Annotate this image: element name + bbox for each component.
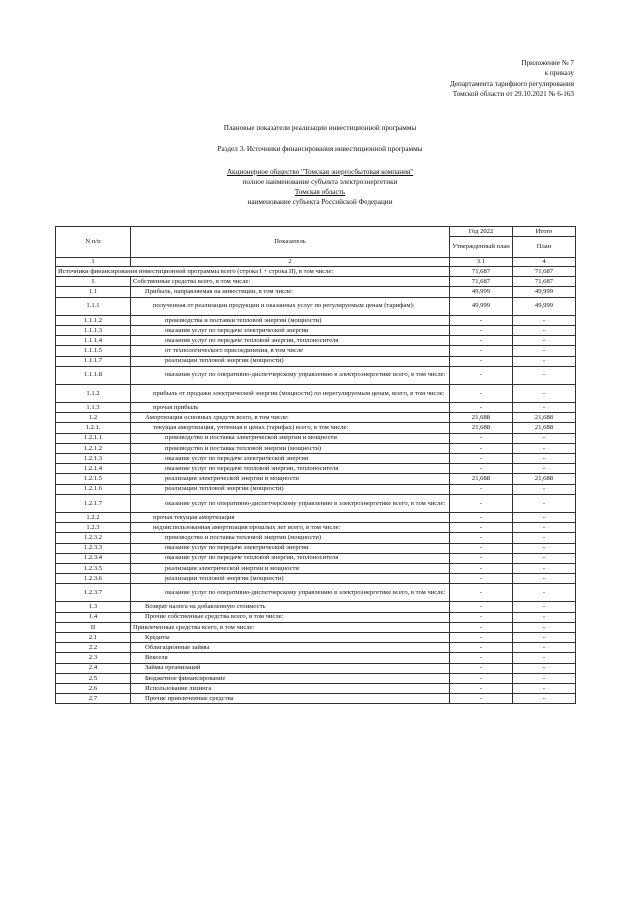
appendix-line: Департамента тарифного регулирования (449, 79, 574, 88)
row-number: 1.2.1.1 (56, 433, 131, 443)
row-total-value: 71,687 (513, 277, 576, 287)
row-number: 1.2.1.7 (56, 494, 131, 512)
row-indicator: реализация электрической энергии и мощности (131, 474, 450, 484)
table-row (56, 683, 576, 693)
row-number: 1.2.1.6 (56, 484, 131, 494)
row-approved-value: - (450, 464, 513, 474)
row-number: 2.1 (56, 633, 131, 643)
row-indicator: недоиспользованная амортизация прошлых лет всего, в том числе: (131, 523, 450, 533)
row-total-value: 21,688 (513, 423, 576, 433)
row-number: 2.2 (56, 643, 131, 653)
row-indicator: Привлеченные средства всего, в том числе: (131, 622, 450, 632)
row-number: 1.2.3.3 (56, 543, 131, 553)
row-total-value: - (513, 643, 576, 653)
row-number: 2.4 (56, 663, 131, 673)
row-indicator: оказания услуг по передаче тепловой энергии, теплоносителя (131, 336, 450, 346)
header-num: N п/п (56, 227, 131, 258)
table-row (56, 523, 576, 533)
row-number: 2.7 (56, 694, 131, 704)
table-row (56, 325, 576, 335)
row-number: 1.2.3 (56, 523, 131, 533)
row-number: 1.1.1.7 (56, 356, 131, 366)
row-indicator: Возврат налога на добавленную стоимость (131, 602, 450, 612)
row-number: I (56, 277, 131, 287)
table-row (56, 454, 576, 464)
row-indicator: оказания услуг по передаче электрической энергии (131, 325, 450, 335)
row-number: 1.1.1.2 (56, 315, 131, 325)
row-total-value: - (513, 433, 576, 443)
row-indicator: Прибыль, направляемая на инвестиции, в том числе: (131, 287, 450, 297)
header-indicator: Показатель (131, 227, 450, 258)
row-total-value: - (513, 663, 576, 673)
table-row (56, 533, 576, 543)
row-total-value: - (513, 563, 576, 573)
region-caption: наименование субъекта Российской Федерации (247, 198, 393, 206)
row-number: 1.2.2 (56, 512, 131, 522)
table-row (56, 553, 576, 563)
row-indicator: Прочие привлеченные средства (131, 694, 450, 704)
row-total-value: - (513, 622, 576, 632)
row-approved-value: - (450, 454, 513, 464)
appendix-line: Томской области от 29.10.2021 № 6-163 (452, 90, 574, 99)
row-total-value: - (513, 494, 576, 512)
row-total-value: - (513, 533, 576, 543)
row-indicator: прибыль от продажи электрической энергии (мощности) по нерегулируемым ценам, всего, в том числе: (131, 384, 450, 402)
table-row (56, 484, 576, 494)
table-row (56, 563, 576, 573)
row-indicator: оказание услуг по передаче электрической энергии (131, 543, 450, 553)
row-approved-value: - (450, 683, 513, 693)
table-row (56, 287, 576, 297)
row-approved-value: - (450, 602, 513, 612)
table-row (56, 694, 576, 704)
row-indicator: производство и поставка тепловой энергии (мощности) (131, 533, 450, 543)
table-row (56, 443, 576, 453)
row-approved-value: - (450, 346, 513, 356)
row-indicator: прочая прибыль (131, 403, 450, 413)
row-number: 2.5 (56, 673, 131, 683)
row-approved-value: - (450, 494, 513, 512)
row-indicator: Векселя (131, 653, 450, 663)
row-total-value: - (513, 574, 576, 584)
row-indicator: оказания услуг по оперативно-диспетчерскому управлению в электроэнергетике всего, в том числе: (131, 366, 450, 384)
row-total-value: - (513, 454, 576, 464)
table-row (56, 384, 576, 402)
row-number: 1.2.1.5 (56, 474, 131, 484)
row-approved-value: - (450, 403, 513, 413)
row-indicator: Источники финансирования инвестиционной программы всего (строка I + строка II), в том числе: (56, 267, 450, 277)
row-indicator: оказание услуг по передаче тепловой энергии, теплоносителя (131, 553, 450, 563)
row-total-value: - (513, 443, 576, 453)
row-approved-value: - (450, 643, 513, 653)
row-total-value: - (513, 584, 576, 602)
row-approved-value: - (450, 523, 513, 533)
row-approved-value: - (450, 433, 513, 443)
row-number: 1.1.3 (56, 403, 131, 413)
row-approved-value: - (450, 443, 513, 453)
header-plan: План (513, 237, 576, 258)
appendix-line: к приказу (544, 69, 574, 78)
company-caption: полное наименование субъекта электроэнергетики (242, 178, 398, 186)
row-number: 1.1.1.3 (56, 325, 131, 335)
table-row (56, 366, 576, 384)
row-total-value: - (513, 356, 576, 366)
row-indicator: оказание услуг по оперативно-диспетчерскому управлению в электроэнергетике всего, в том числе: (131, 584, 450, 602)
section-title: Раздел 3. Источники финансирования инвестиционной программы (217, 145, 423, 153)
row-number: 2.3 (56, 653, 131, 663)
row-approved-value: 21,688 (450, 423, 513, 433)
row-number: 2.6 (56, 683, 131, 693)
row-total-value: - (513, 633, 576, 643)
row-number: II (56, 622, 131, 632)
row-indicator: прочая текущая амортизация (131, 512, 450, 522)
table-row (56, 277, 576, 287)
row-approved-value: - (450, 484, 513, 494)
table-body (56, 267, 576, 704)
row-number: 1.2.3.4 (56, 553, 131, 563)
column-index-row (56, 258, 576, 267)
row-indicator: реализации тепловой энергии (мощности) (131, 356, 450, 366)
row-number: 1.2.1.3 (56, 454, 131, 464)
row-indicator: полученная от реализации продукции и оказанных услуг по регулируемым ценам (тарифам): (131, 297, 450, 315)
row-total-value: - (513, 336, 576, 346)
row-total-value: - (513, 325, 576, 335)
row-approved-value: - (450, 543, 513, 553)
column-index: 1 (56, 258, 131, 267)
row-approved-value: - (450, 533, 513, 543)
row-approved-value: - (450, 673, 513, 683)
row-approved-value: - (450, 512, 513, 522)
table-row (56, 315, 576, 325)
row-approved-value: - (450, 574, 513, 584)
table-row (56, 433, 576, 443)
row-approved-value: - (450, 356, 513, 366)
row-approved-value: - (450, 563, 513, 573)
row-indicator: производство и поставка электрической энергии и мощности (131, 433, 450, 443)
table-row (56, 494, 576, 512)
row-approved-value: 71,687 (450, 277, 513, 287)
row-total-value: 49,999 (513, 297, 576, 315)
table-row (56, 574, 576, 584)
table-row (56, 336, 576, 346)
table-row (56, 413, 576, 423)
row-total-value: - (513, 384, 576, 402)
row-indicator: реализации тепловой энергии (мощности) (131, 574, 450, 584)
table-row (56, 643, 576, 653)
row-number: 1.2.1.4 (56, 464, 131, 474)
table-row (56, 464, 576, 474)
row-approved-value: - (450, 622, 513, 632)
row-indicator: производства и поставки тепловой энергии (мощности) (131, 315, 450, 325)
appendix-block (274, 58, 574, 100)
table-row (56, 612, 576, 622)
row-indicator: оказание услуг по оперативно-диспетчерскому управлению в электроэнергетике всего, в том числе: (131, 494, 450, 512)
table-row (56, 297, 576, 315)
row-approved-value: - (450, 612, 513, 622)
table-row (56, 403, 576, 413)
row-indicator: Кредиты (131, 633, 450, 643)
financing-sources-table (55, 226, 576, 704)
row-indicator: реализация электрической энергии и мощности (131, 563, 450, 573)
row-total-value: - (513, 673, 576, 683)
table-row (56, 633, 576, 643)
table-row (56, 673, 576, 683)
region-name: Томская область (294, 188, 346, 196)
row-number: 1.4 (56, 612, 131, 622)
table-row (56, 584, 576, 602)
row-total-value: 21,688 (513, 474, 576, 484)
row-total-value: - (513, 694, 576, 704)
row-approved-value: - (450, 336, 513, 346)
row-total-value: - (513, 653, 576, 663)
table-row (56, 653, 576, 663)
row-indicator: Облигационные займы (131, 643, 450, 653)
row-total-value: 21,688 (513, 413, 576, 423)
table-row (56, 346, 576, 356)
row-indicator: производство и поставка тепловой энергии (мощности) (131, 443, 450, 453)
row-total-value: - (513, 523, 576, 533)
document-title: Плановые показатели реализации инвестиционной программы (223, 124, 417, 132)
row-number: 1.2.1.2 (56, 443, 131, 453)
row-approved-value: 21,688 (450, 413, 513, 423)
row-approved-value: - (450, 694, 513, 704)
row-number: 1.2 (56, 413, 131, 423)
row-number: 1.1.1 (56, 297, 131, 315)
row-number: 1.1.2 (56, 384, 131, 402)
row-number: 1.1.1.8 (56, 366, 131, 384)
row-total-value: - (513, 602, 576, 612)
table-row (56, 474, 576, 484)
row-indicator: оказание услуг по передаче тепловой энергии, теплоносителя (131, 464, 450, 474)
row-number: 1.2.3.6 (56, 574, 131, 584)
row-number: 1.2.3.2 (56, 533, 131, 543)
table-row (56, 423, 576, 433)
row-total-value: - (513, 315, 576, 325)
table-row (56, 267, 576, 277)
column-index: 2 (131, 258, 450, 267)
table-row (56, 543, 576, 553)
row-total-value: - (513, 464, 576, 474)
row-approved-value: - (450, 315, 513, 325)
table-row (56, 663, 576, 673)
row-total-value: - (513, 683, 576, 693)
row-total-value: - (513, 543, 576, 553)
row-total-value: - (513, 484, 576, 494)
row-approved-value: - (450, 325, 513, 335)
row-indicator: реализации тепловой энергии (мощности) (131, 484, 450, 494)
row-approved-value: 49,999 (450, 297, 513, 315)
row-total-value: 49,999 (513, 287, 576, 297)
row-indicator: оказание услуг по передаче электрической энергии (131, 454, 450, 464)
row-total-value: 71,687 (513, 267, 576, 277)
row-total-value: - (513, 553, 576, 563)
row-number: 1.2.1. (56, 423, 131, 433)
row-number: 1.2.3.5 (56, 563, 131, 573)
row-approved-value: - (450, 663, 513, 673)
row-number: 1.1 (56, 287, 131, 297)
row-indicator: от технологического присоединения, в том числе (131, 346, 450, 356)
row-total-value: - (513, 346, 576, 356)
header-year: Год 2022 (450, 227, 513, 237)
table-row (56, 356, 576, 366)
row-indicator: Прочие собственные средства всего, в том числе: (131, 612, 450, 622)
company-name: Акционерное общество "Томская энергосбытовая компания" (226, 168, 414, 176)
row-approved-value: 21,688 (450, 474, 513, 484)
region-name-line (0, 187, 640, 197)
table-row (56, 622, 576, 632)
company-name-line (0, 167, 640, 177)
row-approved-value: - (450, 653, 513, 663)
row-total-value: - (513, 512, 576, 522)
row-number: 1.3 (56, 602, 131, 612)
table-row (56, 602, 576, 612)
column-index: 4 (513, 258, 576, 267)
row-total-value: - (513, 612, 576, 622)
row-total-value: - (513, 403, 576, 413)
header-approved-plan: Утвержденный план (450, 237, 513, 258)
row-indicator: Амортизация основных средств всего, в том числе: (131, 413, 450, 423)
row-number: 1.2.3.7 (56, 584, 131, 602)
row-indicator: Собственные средства всего, в том числе: (131, 277, 450, 287)
header-row-1 (56, 227, 576, 237)
row-approved-value: - (450, 384, 513, 402)
row-approved-value: 49,999 (450, 287, 513, 297)
row-number: 1.1.1.4 (56, 336, 131, 346)
row-total-value: - (513, 366, 576, 384)
row-approved-value: - (450, 553, 513, 563)
row-number: 1.1.1.5 (56, 346, 131, 356)
row-approved-value: 71,687 (450, 267, 513, 277)
row-approved-value: - (450, 584, 513, 602)
row-indicator: Займы организаций (131, 663, 450, 673)
row-approved-value: - (450, 366, 513, 384)
header-total: Итого (513, 227, 576, 237)
row-indicator: Использование лизинга (131, 683, 450, 693)
column-index: 3.1 (450, 258, 513, 267)
row-indicator: Бюджетное финансирование (131, 673, 450, 683)
row-approved-value: - (450, 633, 513, 643)
row-indicator: текущая амортизация, учтенная в ценах (тарифах) всего, в том числе: (131, 423, 450, 433)
appendix-line: Приложение № 7 (521, 59, 574, 67)
table-row (56, 512, 576, 522)
